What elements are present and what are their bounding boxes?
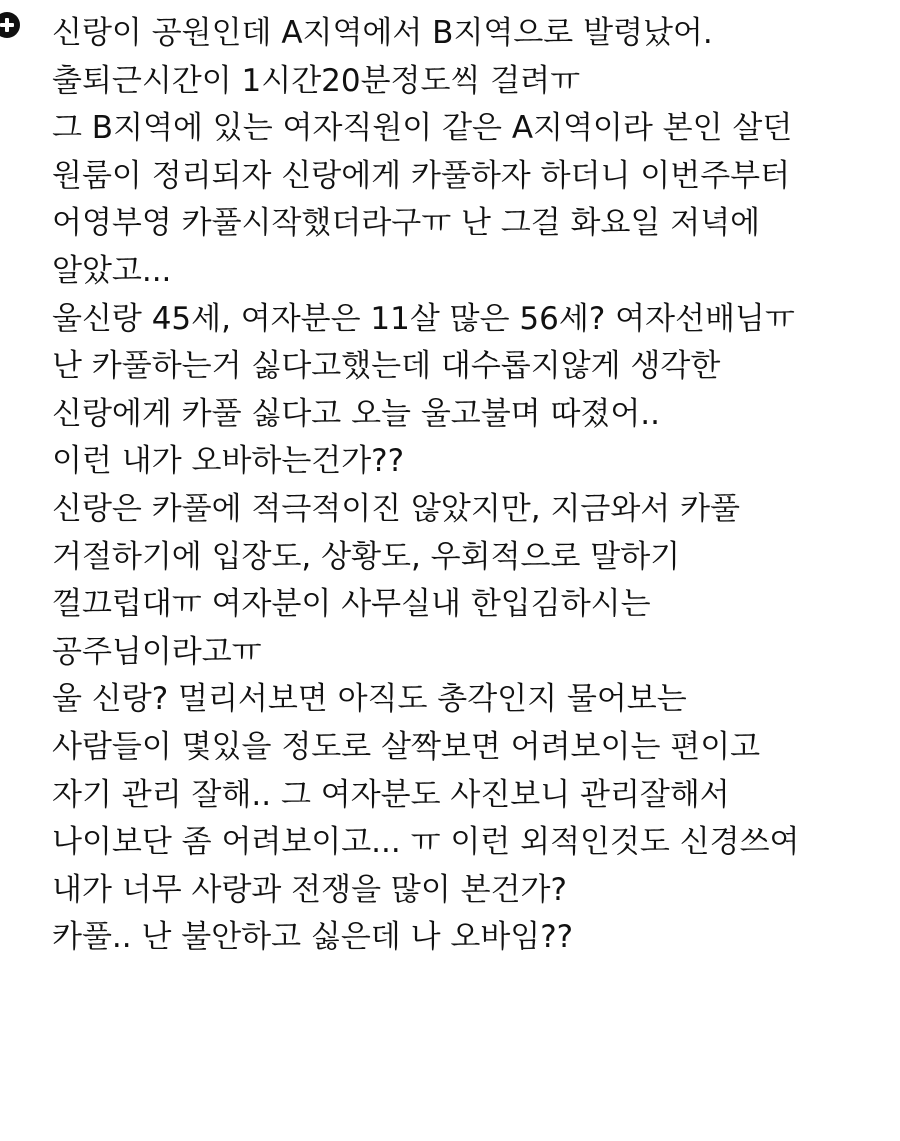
text-line: 이런 내가 오바하는건가?? xyxy=(52,443,405,480)
text-line: 거절하기에 입장도, 상황도, 우회적으로 말하기 xyxy=(52,538,681,575)
text-line: 신랑은 카풀에 적극적이진 않았지만, 지금와서 카풀 xyxy=(52,490,740,527)
text-line: 알았고... xyxy=(52,252,172,289)
text-line: 공주님이라고ㅠ xyxy=(52,633,262,670)
text-line: 신랑에게 카풀 싫다고 오늘 울고불며 따졌어.. xyxy=(52,395,661,432)
text-line: 출퇴근시간이 1시간20분정도씩 걸려ㅠ xyxy=(52,62,581,99)
post-body xyxy=(52,10,892,962)
text-line: 그 B지역에 있는 여자직원이 같은 A지역이라 본인 살던 xyxy=(52,110,793,147)
text-line: 자기 관리 잘해.. 그 여자분도 사진보니 관리잘해서 xyxy=(52,776,730,813)
text-line: 사람들이 몇있을 정도로 살짝보면 어려보이는 편이고 xyxy=(52,728,761,765)
text-line: 울 신랑? 멀리서보면 아직도 총각인지 물어보는 xyxy=(52,681,687,718)
text-line: 카풀.. 난 불안하고 싫은데 나 오바임?? xyxy=(52,919,574,956)
text-line: 어영부영 카풀시작했더라구ㅠ 난 그걸 화요일 저녁에 xyxy=(52,205,761,242)
text-line: 울신랑 45세, 여자분은 11살 많은 56세? 여자선배님ㅠ xyxy=(52,300,795,337)
text-line: 내가 너무 사랑과 전쟁을 많이 본건가? xyxy=(52,871,567,908)
text-line: 신랑이 공원인데 A지역에서 B지역으로 발령났어. xyxy=(52,15,713,51)
text-line: 난 카풀하는거 싫다고했는데 대수롭지않게 생각한 xyxy=(52,348,721,385)
plus-circle-icon[interactable] xyxy=(0,12,20,38)
text-line: 원룸이 정리되자 신랑에게 카풀하자 하더니 이번주부터 xyxy=(52,157,791,194)
text-line: 껄끄럽대ㅠ 여자분이 사무실내 한입김하시는 xyxy=(52,586,651,623)
text-line: 나이보단 좀 어려보이고... ㅠ 이런 외적인것도 신경쓰여 xyxy=(52,824,800,861)
